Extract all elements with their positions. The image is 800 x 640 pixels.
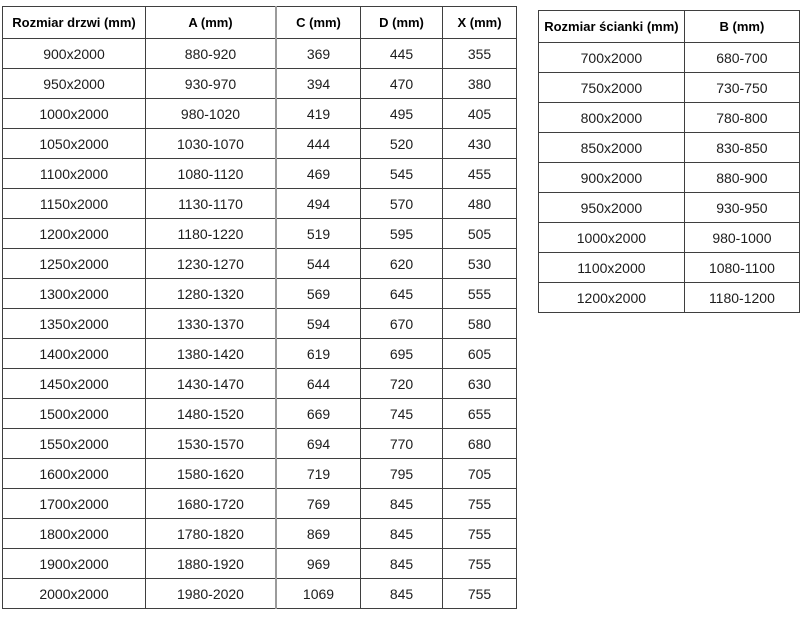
table-cell: 900x2000 — [3, 39, 146, 69]
table-cell: 1980-2020 — [146, 579, 277, 609]
table-row — [539, 43, 800, 73]
table-cell: 1450x2000 — [3, 369, 146, 399]
header-row — [539, 11, 800, 43]
table-row — [539, 283, 800, 313]
table-cell: 900x2000 — [539, 163, 685, 193]
table-cell: 755 — [443, 489, 517, 519]
table-cell: 845 — [361, 579, 443, 609]
column-header: C (mm) — [276, 7, 361, 39]
table-cell: 520 — [361, 129, 443, 159]
table-cell: 495 — [361, 99, 443, 129]
table-cell: 669 — [276, 399, 361, 429]
header-row — [3, 7, 517, 39]
table-cell: 355 — [443, 39, 517, 69]
table-row — [3, 429, 517, 459]
table-cell: 1080-1120 — [146, 159, 277, 189]
table-cell: 369 — [276, 39, 361, 69]
table-cell: 969 — [276, 549, 361, 579]
table-row — [539, 73, 800, 103]
table-row — [3, 369, 517, 399]
table-cell: 1300x2000 — [3, 279, 146, 309]
column-header: X (mm) — [443, 7, 517, 39]
table-cell: 930-970 — [146, 69, 277, 99]
table-cell: 544 — [276, 249, 361, 279]
table-cell: 394 — [276, 69, 361, 99]
table-cell: 769 — [276, 489, 361, 519]
table-cell: 455 — [443, 159, 517, 189]
table-cell: 619 — [276, 339, 361, 369]
table-cell: 845 — [361, 549, 443, 579]
table-cell: 1430-1470 — [146, 369, 277, 399]
table-cell: 1780-1820 — [146, 519, 277, 549]
table-cell: 1400x2000 — [3, 339, 146, 369]
table-cell: 1500x2000 — [3, 399, 146, 429]
wall-size-table — [538, 10, 800, 313]
table-cell: 480 — [443, 189, 517, 219]
table-cell: 980-1000 — [684, 223, 799, 253]
table-cell: 800x2000 — [539, 103, 685, 133]
table-cell: 980-1020 — [146, 99, 277, 129]
table-row — [539, 163, 800, 193]
table-cell: 1350x2000 — [3, 309, 146, 339]
table-cell: 505 — [443, 219, 517, 249]
table-row — [3, 129, 517, 159]
table-row — [539, 103, 800, 133]
table-row — [3, 459, 517, 489]
table-cell: 1880-1920 — [146, 549, 277, 579]
table-cell: 1000x2000 — [3, 99, 146, 129]
table-cell: 750x2000 — [539, 73, 685, 103]
table-cell: 555 — [443, 279, 517, 309]
table-cell: 1900x2000 — [3, 549, 146, 579]
table-cell: 1380-1420 — [146, 339, 277, 369]
table-cell: 630 — [443, 369, 517, 399]
table-row — [3, 39, 517, 69]
table-cell: 1330-1370 — [146, 309, 277, 339]
table-row — [3, 309, 517, 339]
table-cell: 845 — [361, 489, 443, 519]
table-cell: 655 — [443, 399, 517, 429]
table-cell: 605 — [443, 339, 517, 369]
table-cell: 830-850 — [684, 133, 799, 163]
table-cell: 1200x2000 — [3, 219, 146, 249]
table-cell: 1230-1270 — [146, 249, 277, 279]
table-row — [3, 339, 517, 369]
table-cell: 519 — [276, 219, 361, 249]
table-cell: 720 — [361, 369, 443, 399]
table-cell: 494 — [276, 189, 361, 219]
table-cell: 845 — [361, 519, 443, 549]
table-row — [3, 579, 517, 609]
table-row — [3, 219, 517, 249]
table-cell: 670 — [361, 309, 443, 339]
table-cell: 755 — [443, 519, 517, 549]
table-cell: 930-950 — [684, 193, 799, 223]
table-cell: 1180-1220 — [146, 219, 277, 249]
table-cell: 380 — [443, 69, 517, 99]
table-row — [3, 399, 517, 429]
table-cell: 595 — [361, 219, 443, 249]
table-row — [3, 99, 517, 129]
table-row — [539, 133, 800, 163]
table-cell: 950x2000 — [3, 69, 146, 99]
table-cell: 469 — [276, 159, 361, 189]
table-cell: 705 — [443, 459, 517, 489]
table-cell: 430 — [443, 129, 517, 159]
table-cell: 580 — [443, 309, 517, 339]
table-cell: 530 — [443, 249, 517, 279]
table-cell: 880-900 — [684, 163, 799, 193]
table-cell: 1480-1520 — [146, 399, 277, 429]
table-cell: 569 — [276, 279, 361, 309]
table-row — [539, 223, 800, 253]
column-header: B (mm) — [684, 11, 799, 43]
table-cell: 645 — [361, 279, 443, 309]
table-cell: 1280-1320 — [146, 279, 277, 309]
table-cell: 2000x2000 — [3, 579, 146, 609]
table-row — [3, 519, 517, 549]
table-cell: 444 — [276, 129, 361, 159]
table-row — [3, 249, 517, 279]
table-row — [539, 253, 800, 283]
table-cell: 795 — [361, 459, 443, 489]
table-cell: 680-700 — [684, 43, 799, 73]
table-cell: 1250x2000 — [3, 249, 146, 279]
table-cell: 644 — [276, 369, 361, 399]
table-cell: 850x2000 — [539, 133, 685, 163]
table-cell: 770 — [361, 429, 443, 459]
table-cell: 1080-1100 — [684, 253, 799, 283]
column-header: D (mm) — [361, 7, 443, 39]
table-row — [3, 159, 517, 189]
table-cell: 419 — [276, 99, 361, 129]
table-cell: 1580-1620 — [146, 459, 277, 489]
table-cell: 1100x2000 — [3, 159, 146, 189]
table-cell: 1130-1170 — [146, 189, 277, 219]
table-cell: 545 — [361, 159, 443, 189]
table-cell: 680 — [443, 429, 517, 459]
table-cell: 1800x2000 — [3, 519, 146, 549]
table-cell: 1000x2000 — [539, 223, 685, 253]
table-cell: 694 — [276, 429, 361, 459]
table-row — [3, 69, 517, 99]
table-cell: 1069 — [276, 579, 361, 609]
table-cell: 1150x2000 — [3, 189, 146, 219]
table-cell: 1680-1720 — [146, 489, 277, 519]
table-cell: 1700x2000 — [3, 489, 146, 519]
table-row — [3, 489, 517, 519]
table-cell: 755 — [443, 579, 517, 609]
table-cell: 1030-1070 — [146, 129, 277, 159]
table-cell: 1600x2000 — [3, 459, 146, 489]
table-cell: 1180-1200 — [684, 283, 799, 313]
table-cell: 1530-1570 — [146, 429, 277, 459]
table-cell: 780-800 — [684, 103, 799, 133]
table-cell: 755 — [443, 549, 517, 579]
table-cell: 745 — [361, 399, 443, 429]
table-cell: 719 — [276, 459, 361, 489]
table-cell: 880-920 — [146, 39, 277, 69]
table-cell: 695 — [361, 339, 443, 369]
door-size-table — [2, 6, 517, 609]
table-cell: 620 — [361, 249, 443, 279]
table-cell: 869 — [276, 519, 361, 549]
table-row — [3, 279, 517, 309]
table-cell: 470 — [361, 69, 443, 99]
table-cell: 1200x2000 — [539, 283, 685, 313]
table-cell: 700x2000 — [539, 43, 685, 73]
table-cell: 950x2000 — [539, 193, 685, 223]
column-header: Rozmiar drzwi (mm) — [3, 7, 146, 39]
table-cell: 1050x2000 — [3, 129, 146, 159]
table-cell: 730-750 — [684, 73, 799, 103]
table-cell: 594 — [276, 309, 361, 339]
table-row — [3, 549, 517, 579]
table-cell: 1100x2000 — [539, 253, 685, 283]
table-cell: 445 — [361, 39, 443, 69]
table-row — [3, 189, 517, 219]
table-row — [539, 193, 800, 223]
table-cell: 405 — [443, 99, 517, 129]
column-header: Rozmiar ścianki (mm) — [539, 11, 685, 43]
column-header: A (mm) — [146, 7, 277, 39]
table-cell: 1550x2000 — [3, 429, 146, 459]
table-cell: 570 — [361, 189, 443, 219]
